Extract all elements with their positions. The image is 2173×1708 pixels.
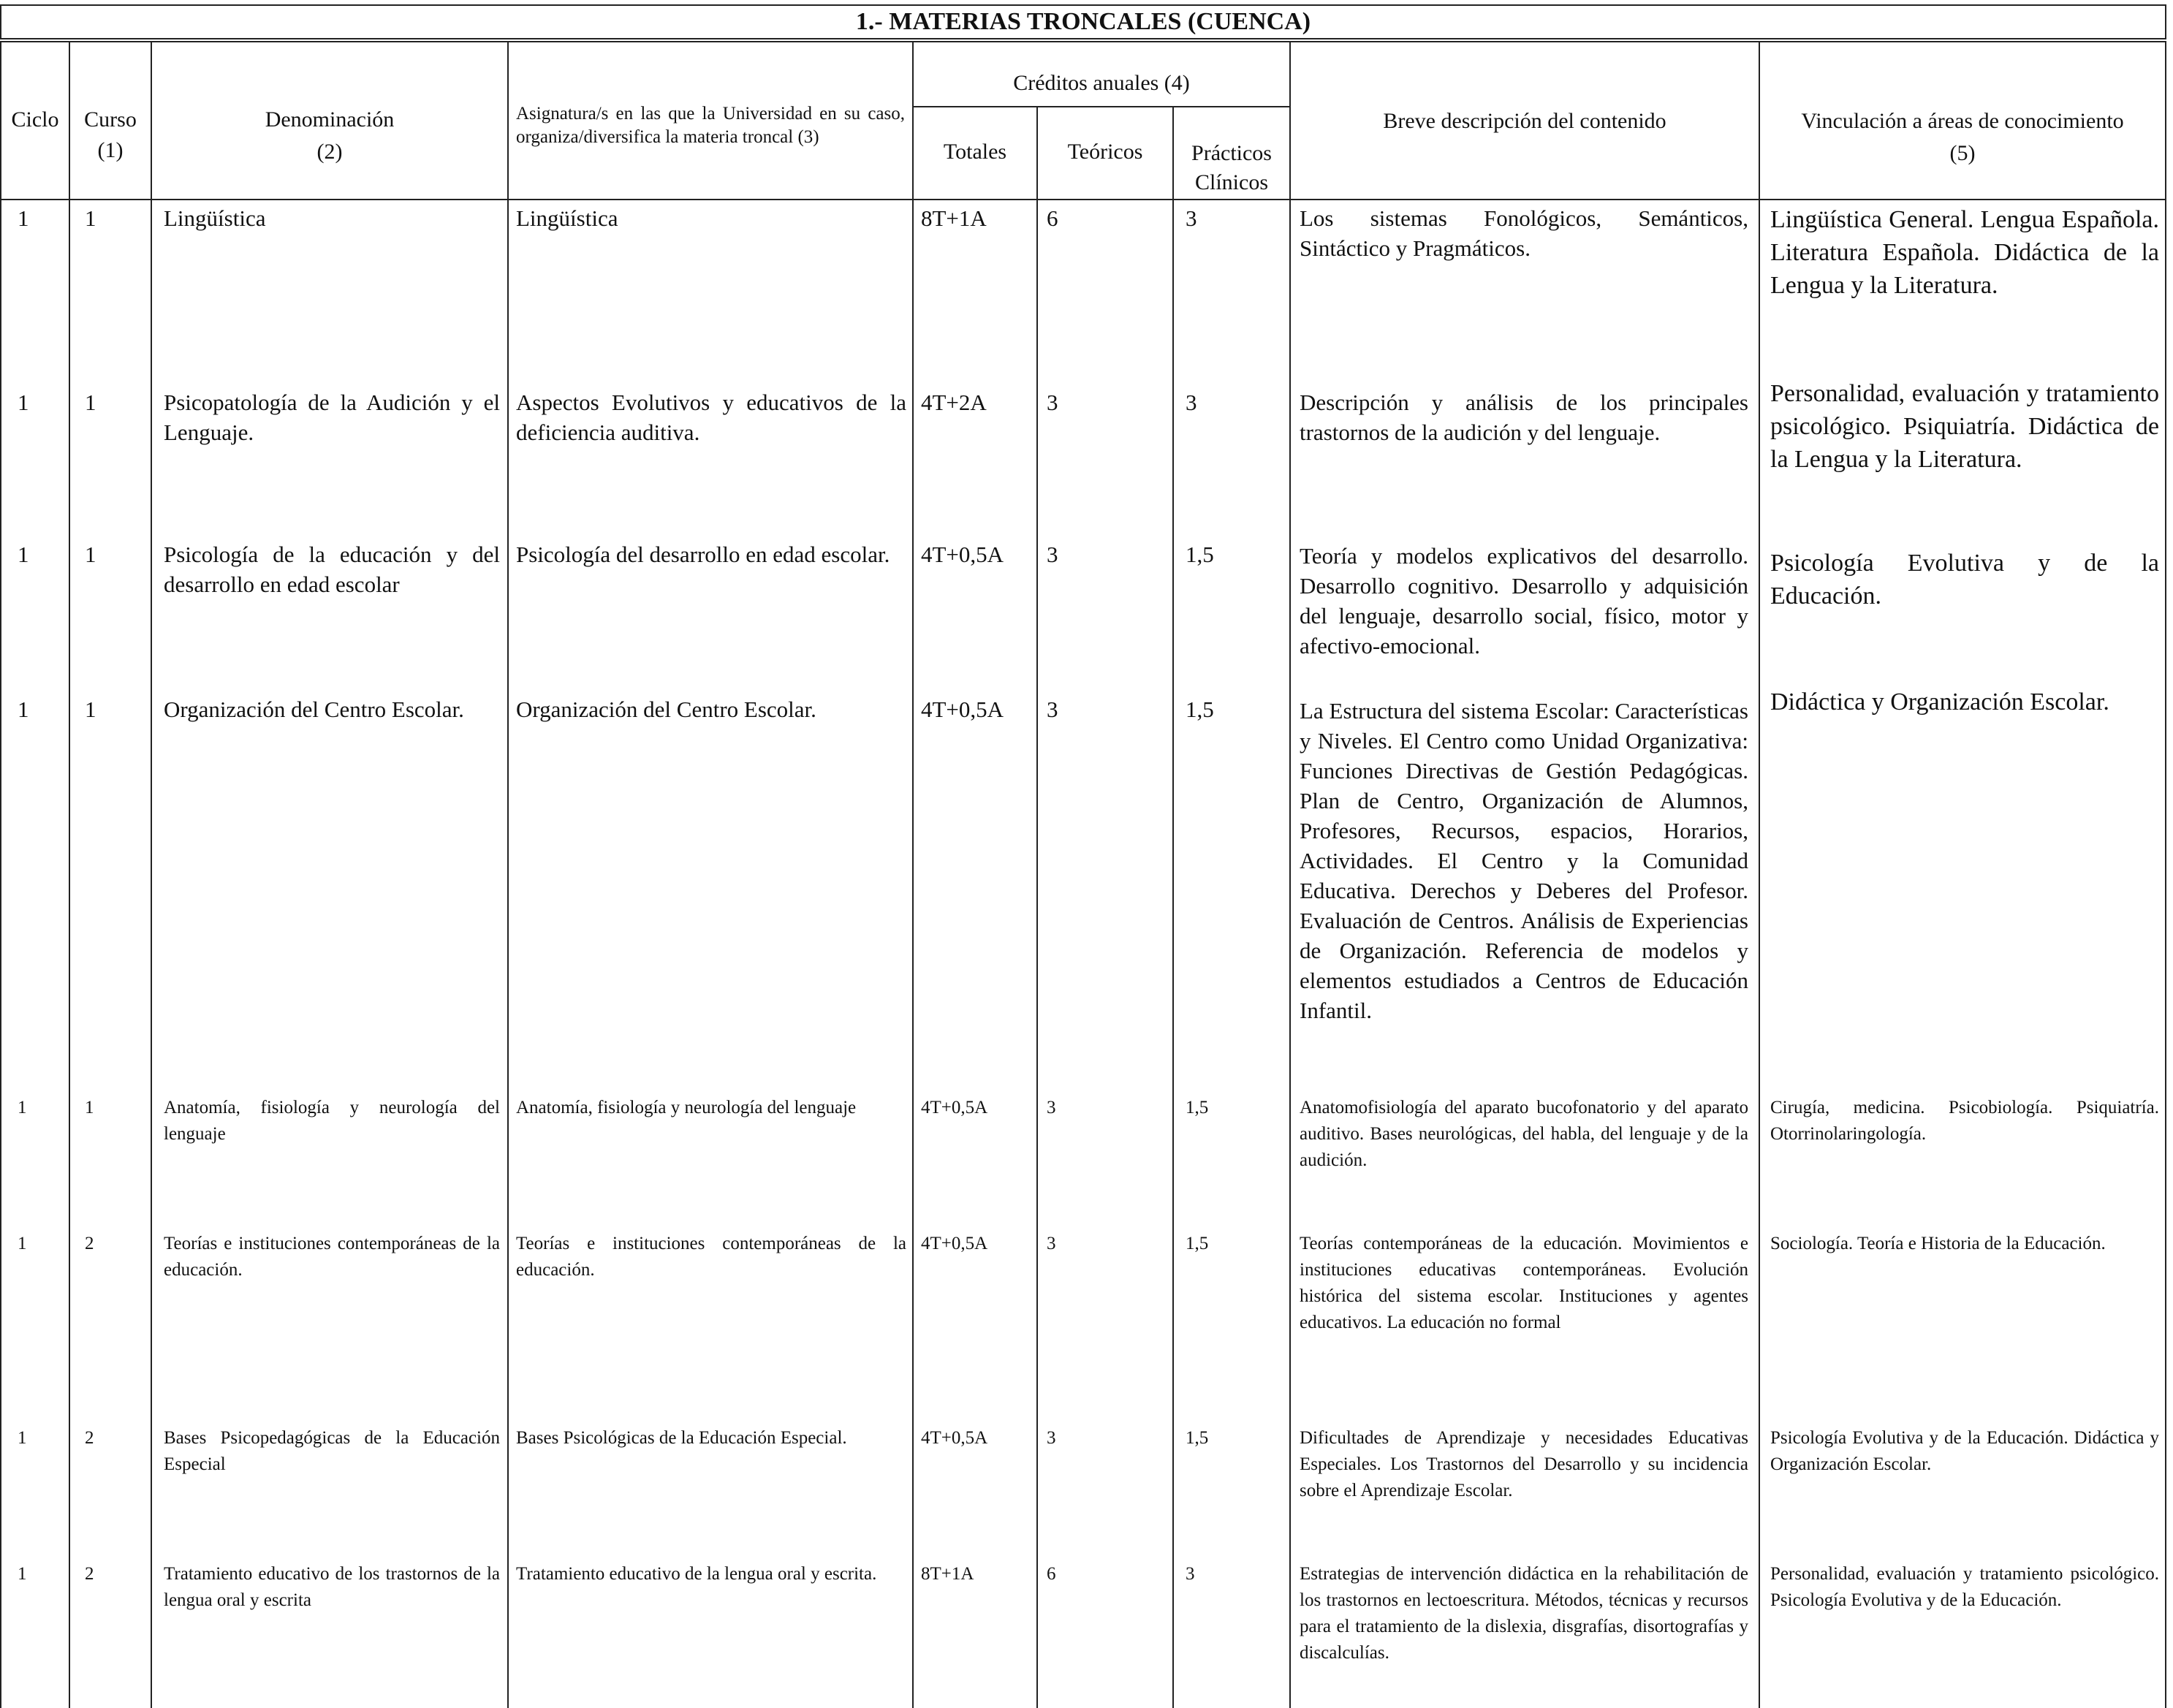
cell-descripcion: Teoría y modelos explicativos del desarrollo. Desarrollo cognitivo. Desarrollo y adquisición del lenguaje, desarrollo social, físico, motor y afectivo-emocional. (1300, 543, 1748, 658)
column-rule (1289, 41, 1291, 1708)
cell-asignatura: Psicología del desarrollo en edad escolar. (516, 542, 890, 567)
cell-totales: 4T+2A (921, 390, 987, 415)
cell-ciclo: 1 (18, 1234, 27, 1253)
cell-asignatura: Bases Psicológicas de la Educación Especial. (516, 1428, 847, 1448)
cell-denominacion: Lingüística (164, 205, 266, 231)
cell-totales: 4T+0,5A (921, 1098, 988, 1117)
cell-descripcion: Los sistemas Fonológicos, Semánticos, Sintáctico y Pragmáticos. (1300, 205, 1748, 261)
cell-curso: 1 (85, 205, 96, 231)
cell-descripcion: Descripción y análisis de los principales trastornos de la audición y del lenguaje. (1300, 390, 1748, 445)
cell-practicos: 3 (1186, 205, 1197, 231)
cell-ciclo: 1 (18, 697, 29, 722)
cell-teoricos: 3 (1047, 1428, 1056, 1448)
header-curso: Curso (84, 107, 137, 132)
cell-curso: 2 (85, 1564, 94, 1584)
cell-practicos: 1,5 (1186, 697, 1214, 722)
column-rule (69, 41, 70, 1708)
cell-vinculacion: Psicología Evolutiva y de la Educación. Didáctica y Organización Escolar. (1770, 1428, 2159, 1474)
cell-ciclo: 1 (18, 1564, 27, 1584)
cell-teoricos: 3 (1047, 1098, 1056, 1117)
cell-totales: 8T+1A (921, 1564, 974, 1584)
cell-vinculacion: Lingüística General. Lengua Española. Literatura Española. Didáctica de la Lengua y la Literatura. (1770, 206, 2159, 299)
cell-practicos: 1,5 (1186, 1234, 1209, 1253)
cell-asignatura: Tratamiento educativo de la lengua oral y escrita. (516, 1564, 877, 1584)
column-rule (151, 41, 152, 1708)
table-title: 1.- MATERIAS TRONCALES (CUENCA) (0, 4, 2166, 39)
cell-vinculacion: Cirugía, medicina. Psicobiología. Psiquiatría. Otorrinolaringología. (1770, 1098, 2159, 1144)
cell-practicos: 1,5 (1186, 1428, 1209, 1448)
cell-denominacion: Tratamiento educativo de los trastornos de la lengua oral y escrita (164, 1564, 500, 1610)
cell-teoricos: 3 (1047, 1234, 1056, 1253)
cell-totales: 8T+1A (921, 205, 987, 231)
column-rule (507, 41, 509, 1708)
cell-curso: 2 (85, 1428, 94, 1448)
cell-teoricos: 3 (1047, 390, 1058, 415)
cell-curso: 1 (85, 390, 96, 415)
cell-ciclo: 1 (18, 1428, 27, 1448)
column-rule (2165, 41, 2166, 1708)
header-ciclo: Ciclo (11, 107, 59, 132)
cell-asignatura: Lingüística (516, 205, 618, 231)
cell-asignatura: Anatomía, fisiología y neurología del lenguaje (516, 1098, 857, 1117)
cell-vinculacion: Didáctica y Organización Escolar. (1770, 688, 2109, 716)
cell-practicos: 3 (1186, 390, 1197, 415)
cell-ciclo: 1 (18, 205, 29, 231)
cell-practicos: 1,5 (1186, 542, 1214, 567)
cell-vinculacion: Personalidad, evaluación y tratamiento psicológico. Psicología Evolutiva y de la Educación. (1770, 1564, 2159, 1610)
cell-practicos: 1,5 (1186, 1098, 1209, 1117)
cell-totales: 4T+0,5A (921, 1234, 988, 1253)
header-creditos: Créditos anuales (4) (1013, 71, 1190, 95)
credits-sub-rule (912, 106, 1289, 107)
cell-denominacion: Bases Psicopedagógicas de la Educación Especial (164, 1428, 500, 1474)
cell-totales: 4T+0,5A (921, 697, 1004, 722)
cell-denominacion: Anatomía, fisiología y neurología del lenguaje (164, 1098, 500, 1144)
cell-curso: 2 (85, 1234, 94, 1253)
cell-curso: 1 (85, 697, 96, 722)
cell-vinculacion: Sociología. Teoría e Historia de la Educación. (1770, 1234, 2106, 1253)
header-practicos: Prácticos Clínicos (1191, 141, 1272, 194)
cell-teoricos: 6 (1047, 205, 1058, 231)
header-totales: Totales (943, 140, 1007, 164)
cell-asignatura: Teorías e instituciones contemporáneas de la educación. (516, 1234, 906, 1280)
cell-ciclo: 1 (18, 542, 29, 567)
cell-totales: 4T+0,5A (921, 1428, 988, 1448)
cell-asignatura: Aspectos Evolutivos y educativos de la deficiencia auditiva. (516, 390, 906, 445)
header-denominacion-note: (2) (316, 140, 343, 164)
header-vinculacion-note: (5) (1949, 141, 1976, 165)
column-rule (0, 41, 1, 1708)
cell-denominacion: Psicología de la educación y del desarrollo en edad escolar (164, 542, 500, 597)
cell-vinculacion: Personalidad, evaluación y tratamiento psicológico. Psiquiatría. Didáctica de la Lengua y la Literatura. (1770, 380, 2159, 473)
header-curso-note: (1) (97, 138, 124, 162)
column-rule (1036, 106, 1038, 1708)
cell-descripcion: La Estructura del sistema Escolar: Características y Niveles. El Centro como Unidad Organizativa: Funciones Directivas de Gestión Pedagógicas. Plan de Centro, Organización de Alumnos, Profesores, Recursos, espacios, Horarios, Actividades. El Centro y la Comunidad Educativa. Derechos y Deberes del Profesor. Evaluación de Centros. Análisis de Experiencias de Organización. Referencia de modelos y elementos estudiados a Centros de Educación Infantil. (1300, 698, 1748, 1023)
header-top-rule (0, 41, 2166, 42)
header-descripcion: Breve descripción del contenido (1383, 109, 1666, 133)
header-asignatura: Asignatura/s en las que la Universidad en su caso, organiza/diversifica la materia troncal (3) (516, 104, 905, 147)
column-rule (1172, 106, 1174, 1708)
column-rule (1759, 41, 1760, 1708)
column-rule (912, 41, 914, 1708)
header-teoricos: Teóricos (1067, 140, 1143, 164)
cell-asignatura: Organización del Centro Escolar. (516, 697, 816, 722)
cell-denominacion: Organización del Centro Escolar. (164, 697, 464, 722)
cell-curso: 1 (85, 542, 96, 567)
cell-vinculacion: Psicología Evolutiva y de la Educación. (1770, 550, 2159, 610)
cell-curso: 1 (85, 1098, 94, 1117)
header-denominacion: Denominación (265, 107, 395, 132)
cell-teoricos: 6 (1047, 1564, 1056, 1584)
cell-denominacion: Teorías e instituciones contemporáneas de la educación. (164, 1234, 500, 1280)
cell-totales: 4T+0,5A (921, 542, 1004, 567)
header-vinculacion: Vinculación a áreas de conocimiento (1801, 109, 2124, 133)
cell-denominacion: Psicopatología de la Audición y el Lenguaje. (164, 390, 500, 445)
cell-ciclo: 1 (18, 1098, 27, 1117)
cell-descripcion: Teorías contemporáneas de la educación. Movimientos e instituciones educativas contemporáneas. Evolución histórica del sistema escolar. Instituciones y agentes educativos. La educación no formal (1300, 1234, 1748, 1332)
header-bottom-rule (0, 199, 2166, 200)
cell-descripcion: Estrategias de intervención didáctica en la rehabilitación de los trastornos en lectoescritura. Métodos, técnicas y recursos para el tratamiento de la dislexia, disgrafías, disortografías y discalculías. (1300, 1564, 1748, 1663)
cell-teoricos: 3 (1047, 697, 1058, 722)
cell-practicos: 3 (1186, 1564, 1195, 1584)
cell-ciclo: 1 (18, 390, 29, 415)
cell-descripcion: Dificultades de Aprendizaje y necesidades Educativas Especiales. Los Trastornos del Desarrollo y su incidencia sobre el Aprendizaje Escolar. (1300, 1428, 1748, 1500)
cell-teoricos: 3 (1047, 542, 1058, 567)
cell-descripcion: Anatomofisiología del aparato bucofonatorio y del aparato auditivo. Bases neurológicas, del habla, del lenguaje y de la audición. (1300, 1098, 1748, 1170)
